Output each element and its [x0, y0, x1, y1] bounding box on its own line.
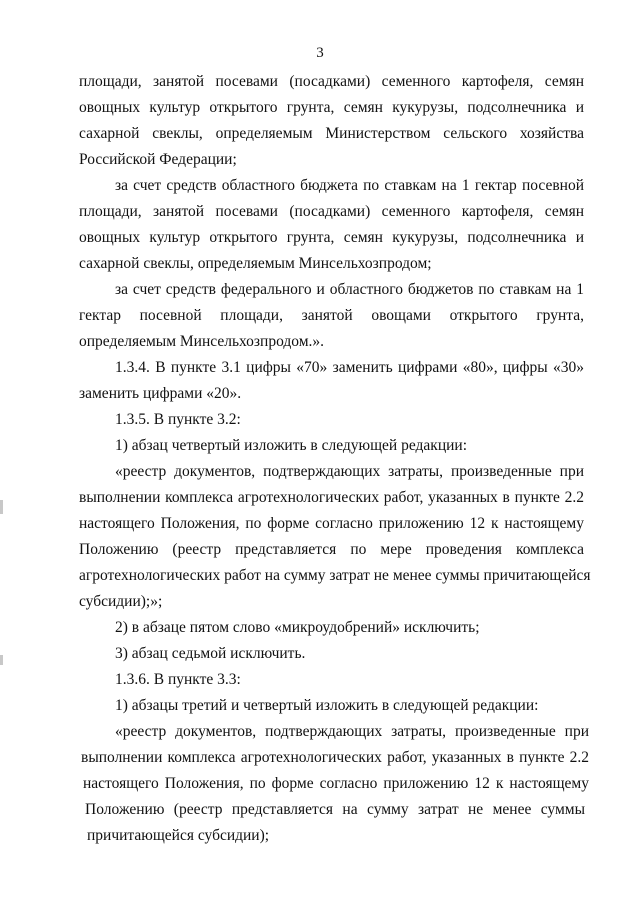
text-line: выполнении комплекса агротехнологических работ, указанных в пункте 2.2	[79, 489, 584, 506]
text-line: площади, занятой посевами (посадками) семенного картофеля, семян	[79, 73, 584, 90]
text-line: «реестр документов, подтверждающих затраты, произведенные при	[115, 723, 589, 740]
text-line: Положению (реестр представляется по мере проведения комплекса	[79, 541, 584, 558]
text-line: определяемым Минсельхозпродом.».	[79, 333, 325, 350]
text-line: агротехнологических работ на сумму затрат не менее суммы причитающейся	[79, 567, 591, 584]
text-line: сахарной свеклы, определяемым Министерством сельского хозяйства	[79, 125, 584, 142]
text-line: 1.3.4. В пункте 3.1 цифры «70» заменить цифрами «80», цифры «30»	[115, 359, 584, 376]
text-line: гектар посевной площади, занятой овощами открытого грунта,	[79, 307, 584, 324]
page-number: 3	[316, 45, 324, 61]
text-line: за счет средств федерального и областного бюджетов по ставкам на 1	[115, 281, 584, 298]
text-line: Положению (реестр представляется на сумму затрат не менее суммы	[85, 801, 585, 818]
text-line: сахарной свеклы, определяемым Минсельхозпродом;	[79, 255, 432, 272]
text-line: 1.3.5. В пункте 3.2:	[115, 411, 241, 428]
text-line: настоящего Положения, по форме согласно приложению 12 к настоящему	[79, 515, 584, 532]
text-line: субсидии);»;	[79, 593, 163, 610]
text-line: выполнении комплекса агротехнологических работ, указанных в пункте 2.2	[81, 749, 589, 766]
text-line: 3) абзац седьмой исключить.	[115, 645, 306, 662]
text-line: Российской Федерации;	[79, 151, 237, 168]
text-line: 1) абзац четвертый изложить в следующей редакции:	[115, 437, 468, 454]
text-line: площади, занятой посевами (посадками) семенного картофеля, семян	[79, 203, 584, 220]
text-line: за счет средств областного бюджета по ставкам на 1 гектар посевной	[115, 177, 584, 194]
text-line: 2) в абзаце пятом слово «микроудобрений» исключить;	[115, 619, 480, 636]
scan-mark	[0, 500, 3, 514]
text-line: заменить цифрами «20».	[79, 385, 242, 402]
text-line: овощных культур открытого грунта, семян кукурузы, подсолнечника и	[79, 229, 584, 246]
scan-mark	[0, 655, 3, 665]
text-line: овощных культур открытого грунта, семян кукурузы, подсолнечника и	[79, 99, 584, 116]
text-line: «реестр документов, подтверждающих затраты, произведенные при	[115, 463, 584, 480]
text-line: настоящего Положения, по форме согласно приложению 12 к настоящему	[83, 775, 589, 792]
text-line: 1.3.6. В пункте 3.3:	[115, 671, 241, 688]
text-line: 1) абзацы третий и четвертый изложить в следующей редакции:	[115, 697, 539, 714]
text-line: причитающейся субсидии);	[87, 827, 270, 844]
